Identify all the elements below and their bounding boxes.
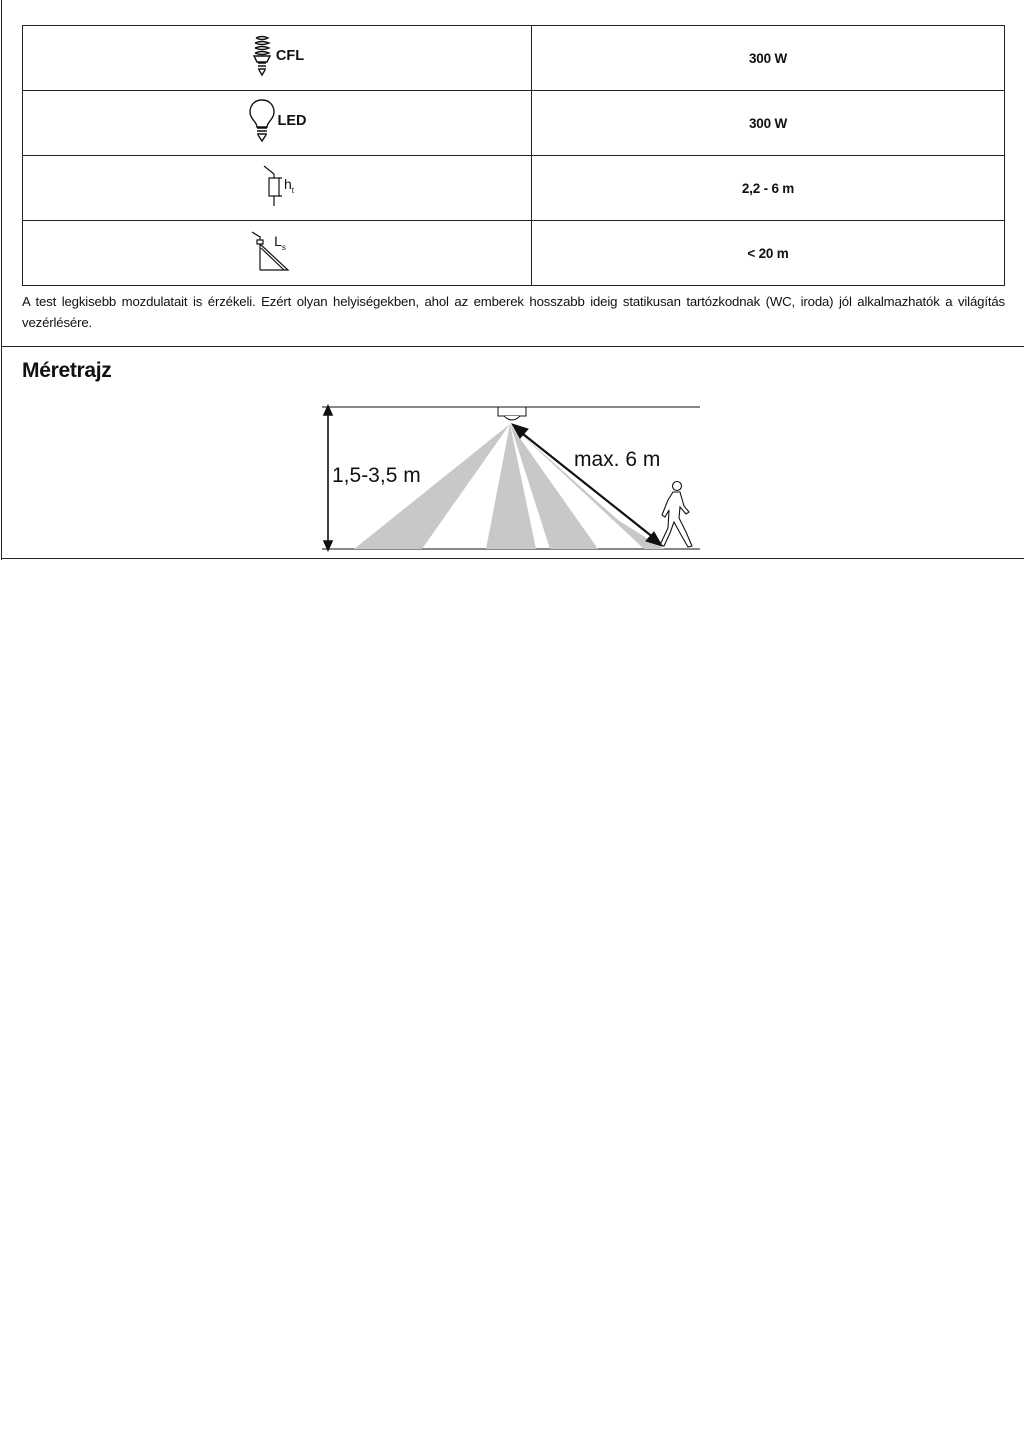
cfl-bulb-icon [250, 34, 274, 78]
lamp-type-label: LED [277, 112, 307, 129]
label-cell [23, 156, 532, 221]
motion-sensor-icon [498, 407, 526, 420]
detection-range-icon [248, 228, 294, 274]
spec-table [22, 25, 1005, 286]
label-cell [23, 221, 532, 286]
height-dimension-label: 1,5-3,5 m [332, 464, 421, 487]
lamp-type-label: CFL [275, 47, 305, 64]
max-load-value: 300 W [532, 91, 1005, 156]
mounting-height-value: 2,2 - 6 m [532, 156, 1005, 221]
table-row [23, 156, 1005, 221]
label-cell [23, 91, 532, 156]
dimension-diagram [318, 400, 708, 556]
table-row [23, 221, 1005, 286]
section-divider [1, 346, 1024, 347]
walking-person-icon [660, 482, 692, 548]
height-dimension-arrow [324, 406, 332, 550]
description-note: A test legkisebb mozdulatait is érzékeli. Ezért olyan helyiségekben, ahol az emberek hosszabb ideig statikusan tartózkodnak (WC, iroda) jól alkalmazhatók a világítás vezérlésére. [22, 294, 1005, 330]
detection-range-value: < 20 m [532, 221, 1005, 286]
section-title: Méretrajz [22, 359, 112, 382]
frame-bottom-border [1, 558, 1024, 559]
detection-range-symbol: $L_s$ [274, 233, 286, 252]
label-cell [23, 26, 532, 91]
mounting-height-icon [260, 164, 284, 208]
led-bulb-icon [248, 98, 276, 144]
frame-left-border [1, 0, 2, 560]
max-load-value: 300 W [532, 26, 1005, 91]
table-row [23, 26, 1005, 91]
mounting-height-symbol: $h_t$ [283, 176, 295, 195]
range-dimension-label: max. 6 m [574, 448, 661, 471]
table-row [23, 91, 1005, 156]
